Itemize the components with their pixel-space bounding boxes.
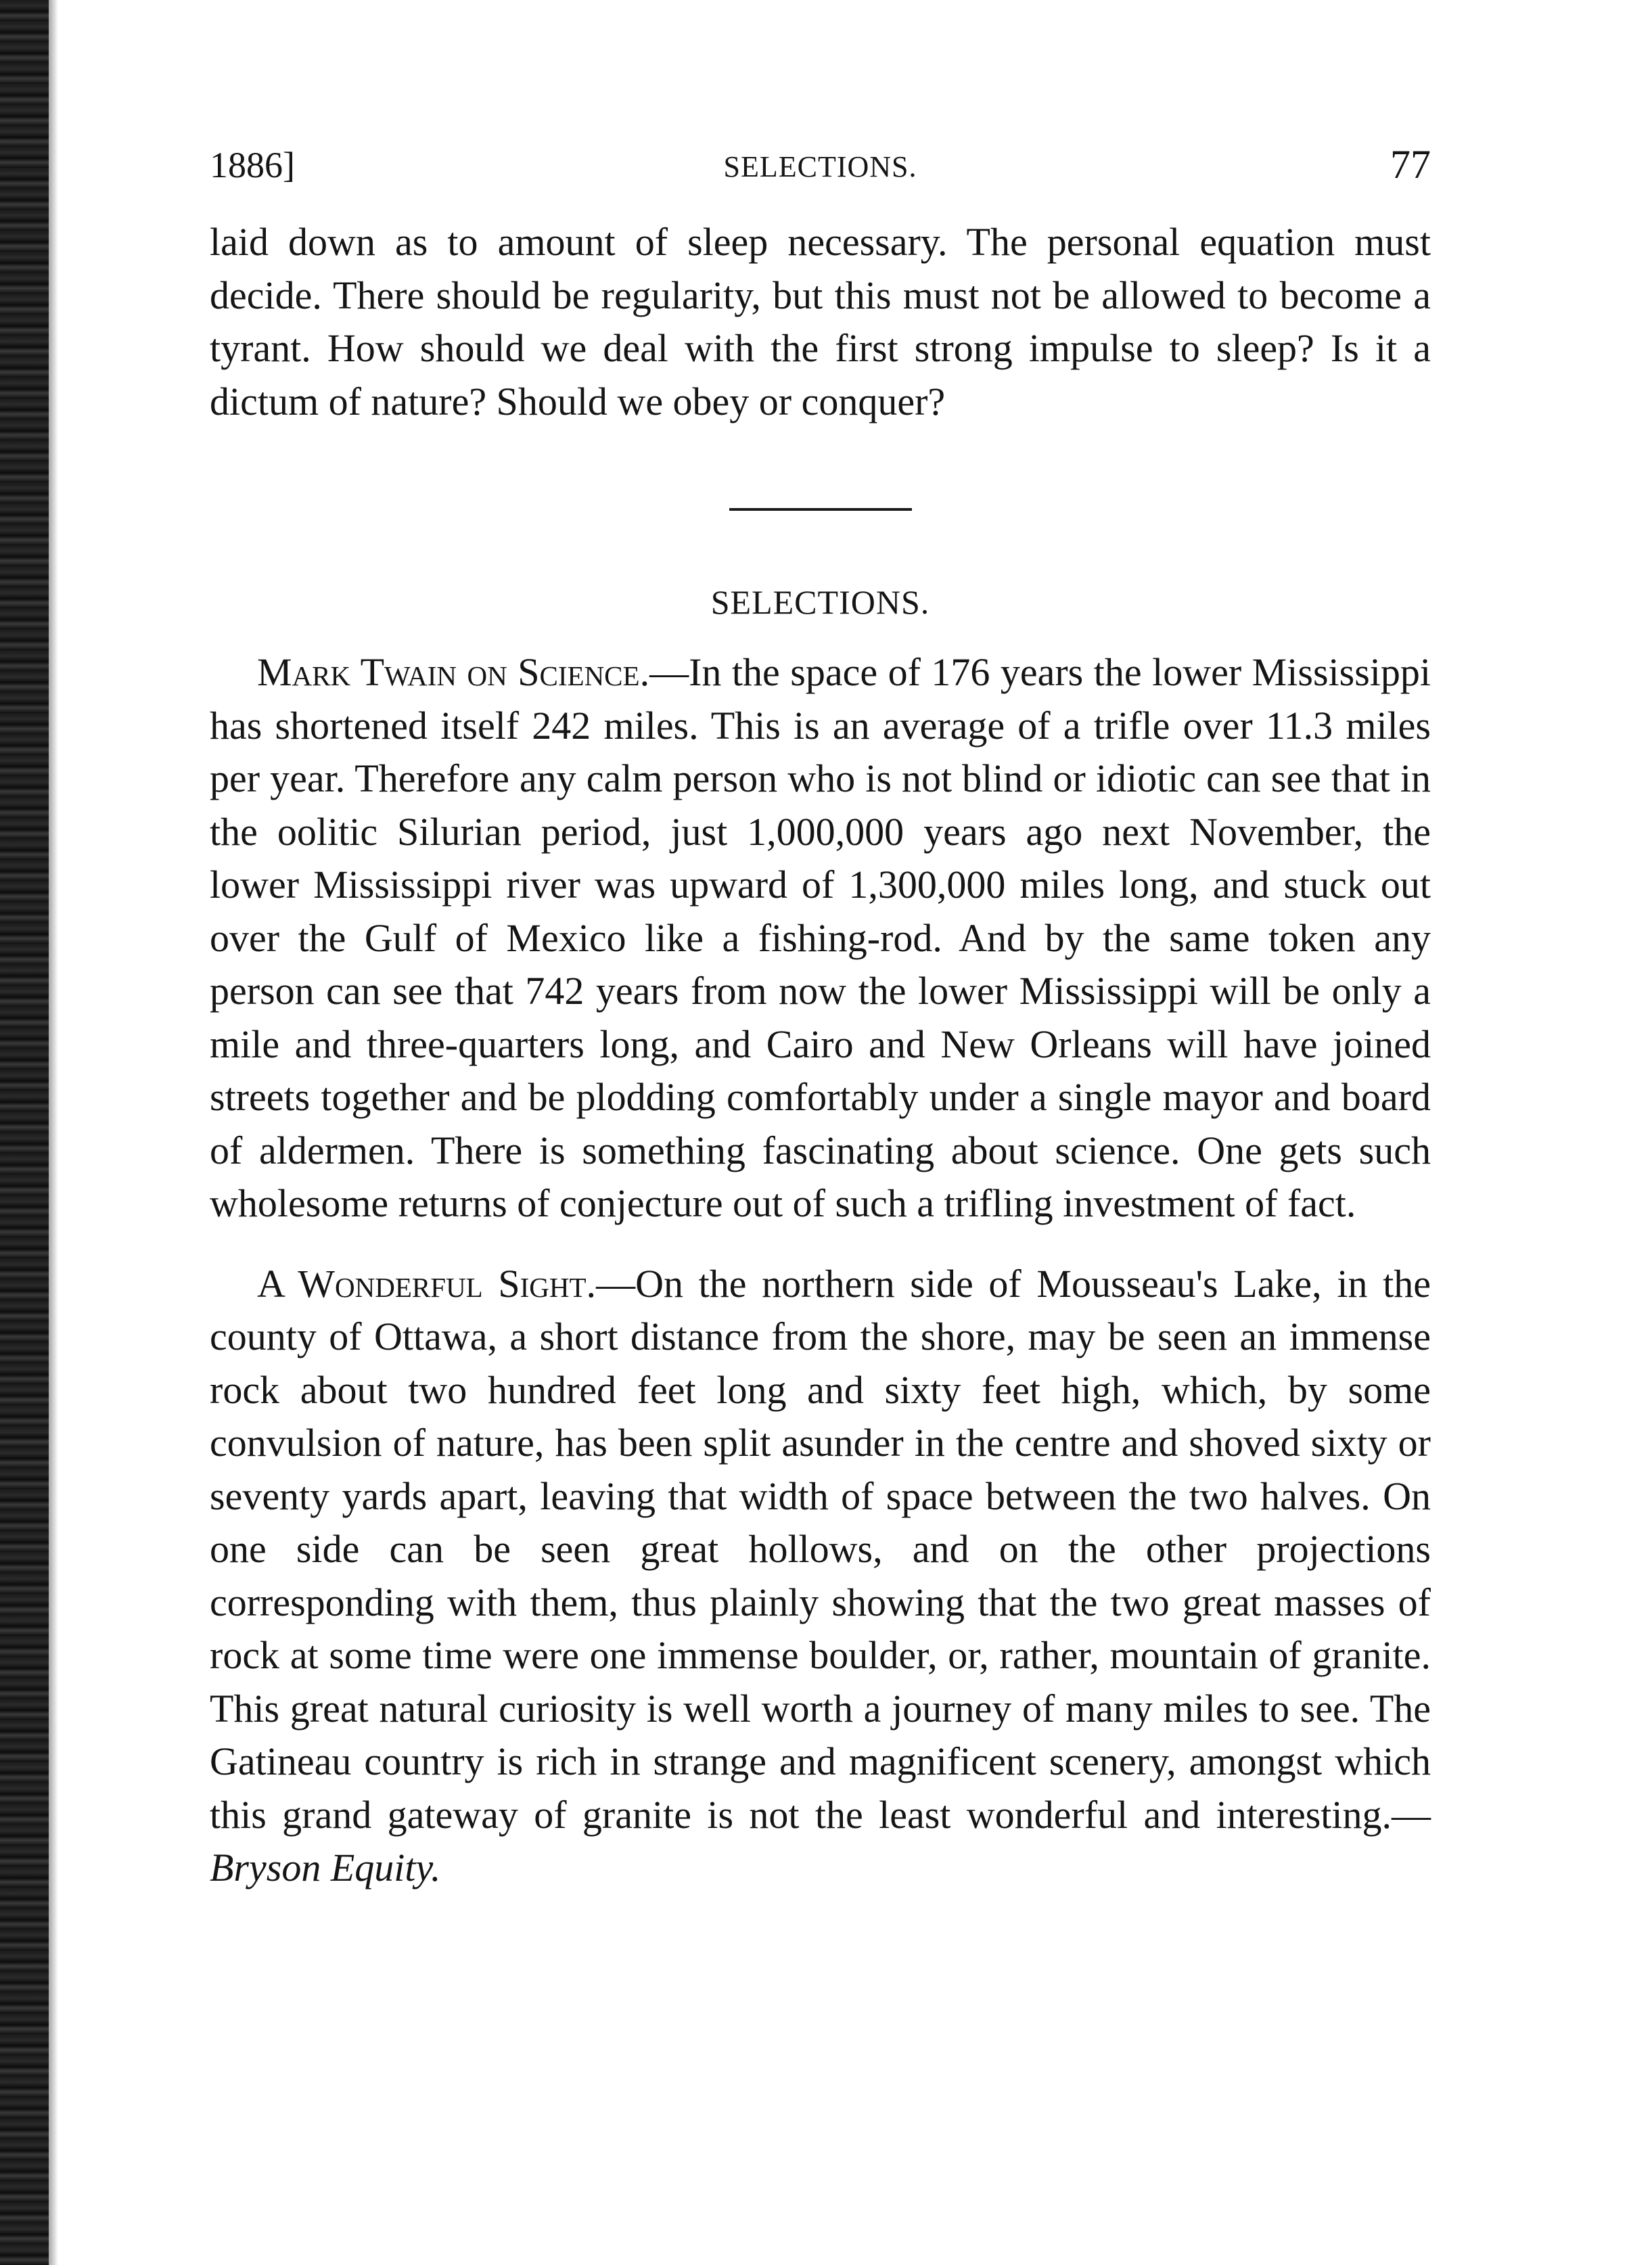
- article-heading: Mark Twain on Science.: [257, 650, 650, 694]
- article-source: Bryson Equity.: [210, 1846, 441, 1890]
- header-page-number: 77: [1390, 142, 1431, 187]
- header-year: 1886]: [210, 145, 295, 185]
- article-body: —In the space of 176 years the lower Mississippi has shortened itself 242 miles. This is an average of a trifle over 11.3 miles per year. Therefore any calm person who is not blind or idiotic can see that in the oolitic Silurian period, just 1,000,000 years ago next November, the lower Mississippi river was upward of 1,300,000 miles long, and stuck out over the Gulf of Mexico like a fishing-rod. And by the same token any person can see that 742 years from now the lower Mississippi will be only a mile and three-quarters long, and Cairo and New Orleans will have joined streets together and be plodding comfortably under a single mayor and board of aldermen. There is something fascinating about science. One gets such wholesome returns of conjecture out of such a trifling investment of fact.: [210, 650, 1431, 1225]
- running-header: [210, 132, 1431, 206]
- article-heading: A Wonderful Sight.: [257, 1261, 597, 1306]
- section-title: SELECTIONS.: [710, 583, 930, 621]
- article-mark-twain: [210, 646, 1431, 1231]
- article-wonderful-sight: [210, 1258, 1431, 1895]
- header-running-title: SELECTIONS.: [723, 150, 917, 183]
- book-binding-edge: [0, 0, 49, 2265]
- page: [210, 132, 1431, 1895]
- section-divider: [729, 508, 912, 511]
- article-body: —On the northern side of Mousseau's Lake, in the county of Ottawa, a short distance from the shore, may be seen an immense rock about two hundred feet long and sixty feet high, which, by some convulsion of nature, has been split asunder in the centre and shoved sixty or seventy yards apart, leaving that width of space between the two halves. On one side can be seen great hollows, and on the other projections corresponding with them, thus plainly showing that the two great masses of rock at some time were one immense boulder, or, rather, mountain of granite. This great natural curiosity is well worth a journey of many miles to see. The Gatineau country is rich in strange and magnificent scenery, amongst which this grand gateway of granite is not the least wonderful and interesting.—: [210, 1261, 1431, 1837]
- intro-paragraph: laid down as to amount of sleep necessary. The personal equation must decide. There should be regularity, but this must not be allowed to become a tyrant. How should we deal with the first strong impulse to sleep? Is it a dictum of nature? Should we obey or conquer?: [210, 220, 1431, 424]
